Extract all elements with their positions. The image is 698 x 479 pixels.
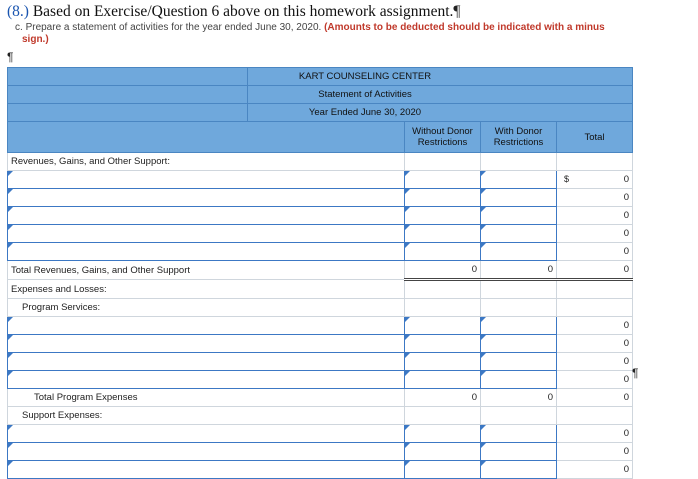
- total-revenues-without-donor: 0: [405, 261, 481, 280]
- support-line-total: 0: [557, 443, 633, 461]
- total-revenues-label: Total Revenues, Gains, and Other Support: [8, 261, 405, 280]
- entity-name: KART COUNSELING CENTER: [248, 68, 633, 86]
- total-revenues-total: 0: [557, 261, 633, 280]
- support-line-input[interactable]: [8, 425, 405, 443]
- revenue-line-total: 0: [557, 207, 633, 225]
- header-blank: [8, 68, 248, 86]
- amount-input[interactable]: [405, 461, 481, 479]
- total-program-without-donor: 0: [405, 389, 481, 407]
- revenue-line-input[interactable]: [8, 207, 405, 225]
- part-label: c.: [15, 22, 23, 33]
- amount-input[interactable]: [405, 425, 481, 443]
- amount-input[interactable]: [481, 207, 557, 225]
- amount-input[interactable]: [405, 443, 481, 461]
- amount-input[interactable]: [481, 189, 557, 207]
- amount-input[interactable]: [481, 225, 557, 243]
- support-expenses-label: Support Expenses:: [8, 407, 405, 425]
- amount-input[interactable]: [481, 353, 557, 371]
- program-line-total: 0: [557, 371, 633, 389]
- minus-sign-note-cont: sign.): [22, 34, 49, 45]
- question-title: [7, 3, 460, 21]
- revenues-label: Revenues, Gains, and Other Support:: [8, 153, 405, 171]
- revenue-line-total: 0: [557, 243, 633, 261]
- support-line-input[interactable]: [8, 461, 405, 479]
- amount-input[interactable]: [481, 371, 557, 389]
- amount-input[interactable]: [405, 189, 481, 207]
- amount-input[interactable]: [481, 425, 557, 443]
- instruction: [7, 22, 697, 46]
- expenses-label: Expenses and Losses:: [8, 280, 405, 299]
- column-header-with-donor: With Donor Restrictions: [481, 122, 557, 153]
- pilcrow-mark: ¶: [453, 3, 461, 20]
- amount-input[interactable]: [405, 335, 481, 353]
- amount-input[interactable]: [405, 225, 481, 243]
- revenue-line-input[interactable]: [8, 189, 405, 207]
- program-line-input[interactable]: [8, 335, 405, 353]
- program-line-total: 0: [557, 335, 633, 353]
- program-services-label: Program Services:: [8, 299, 405, 317]
- question-number: (8.): [7, 3, 29, 20]
- amount-input[interactable]: [481, 335, 557, 353]
- pilcrow-mark: ¶: [7, 50, 14, 64]
- amount-input[interactable]: [405, 371, 481, 389]
- question-title-text: Based on Exercise/Question 6 above on this homework assignment.: [32, 3, 454, 20]
- minus-sign-note: (Amounts to be deducted should be indicated with a minus: [324, 22, 605, 33]
- support-line-total: 0: [557, 461, 633, 479]
- amount-input[interactable]: [481, 317, 557, 335]
- pilcrow-mark: ¶: [632, 366, 639, 380]
- revenue-line-input[interactable]: [8, 243, 405, 261]
- revenue-line-input[interactable]: [8, 171, 405, 189]
- total-program-total: 0: [557, 389, 633, 407]
- total-program-label: Total Program Expenses: [8, 389, 405, 407]
- support-line-input[interactable]: [8, 443, 405, 461]
- program-line-total: 0: [557, 317, 633, 335]
- amount-input[interactable]: [405, 317, 481, 335]
- total-program-with-donor: 0: [481, 389, 557, 407]
- revenue-line-total: 0: [557, 225, 633, 243]
- revenue-line-total: $ 0: [557, 171, 633, 189]
- amount-input[interactable]: [405, 171, 481, 189]
- statement-name: Statement of Activities: [248, 86, 633, 104]
- column-header-blank: [8, 122, 405, 153]
- program-line-input[interactable]: [8, 353, 405, 371]
- statement-period: Year Ended June 30, 2020: [248, 104, 633, 122]
- amount-input[interactable]: [481, 243, 557, 261]
- total-revenues-with-donor: 0: [481, 261, 557, 280]
- program-line-input[interactable]: [8, 371, 405, 389]
- support-line-total: 0: [557, 425, 633, 443]
- instruction-text: Prepare a statement of activities for the year ended June 30, 2020.: [25, 22, 322, 33]
- column-header-total: Total: [557, 122, 633, 153]
- column-header-without-donor: Without Donor Restrictions: [405, 122, 481, 153]
- amount-input[interactable]: [405, 243, 481, 261]
- statement-table: [7, 67, 633, 479]
- revenue-line-input[interactable]: [8, 225, 405, 243]
- amount-input[interactable]: [481, 461, 557, 479]
- amount-input[interactable]: [405, 207, 481, 225]
- revenue-line-total: 0: [557, 189, 633, 207]
- program-line-total: 0: [557, 353, 633, 371]
- program-line-input[interactable]: [8, 317, 405, 335]
- amount-input[interactable]: [405, 353, 481, 371]
- amount-input[interactable]: [481, 443, 557, 461]
- amount-input[interactable]: [481, 171, 557, 189]
